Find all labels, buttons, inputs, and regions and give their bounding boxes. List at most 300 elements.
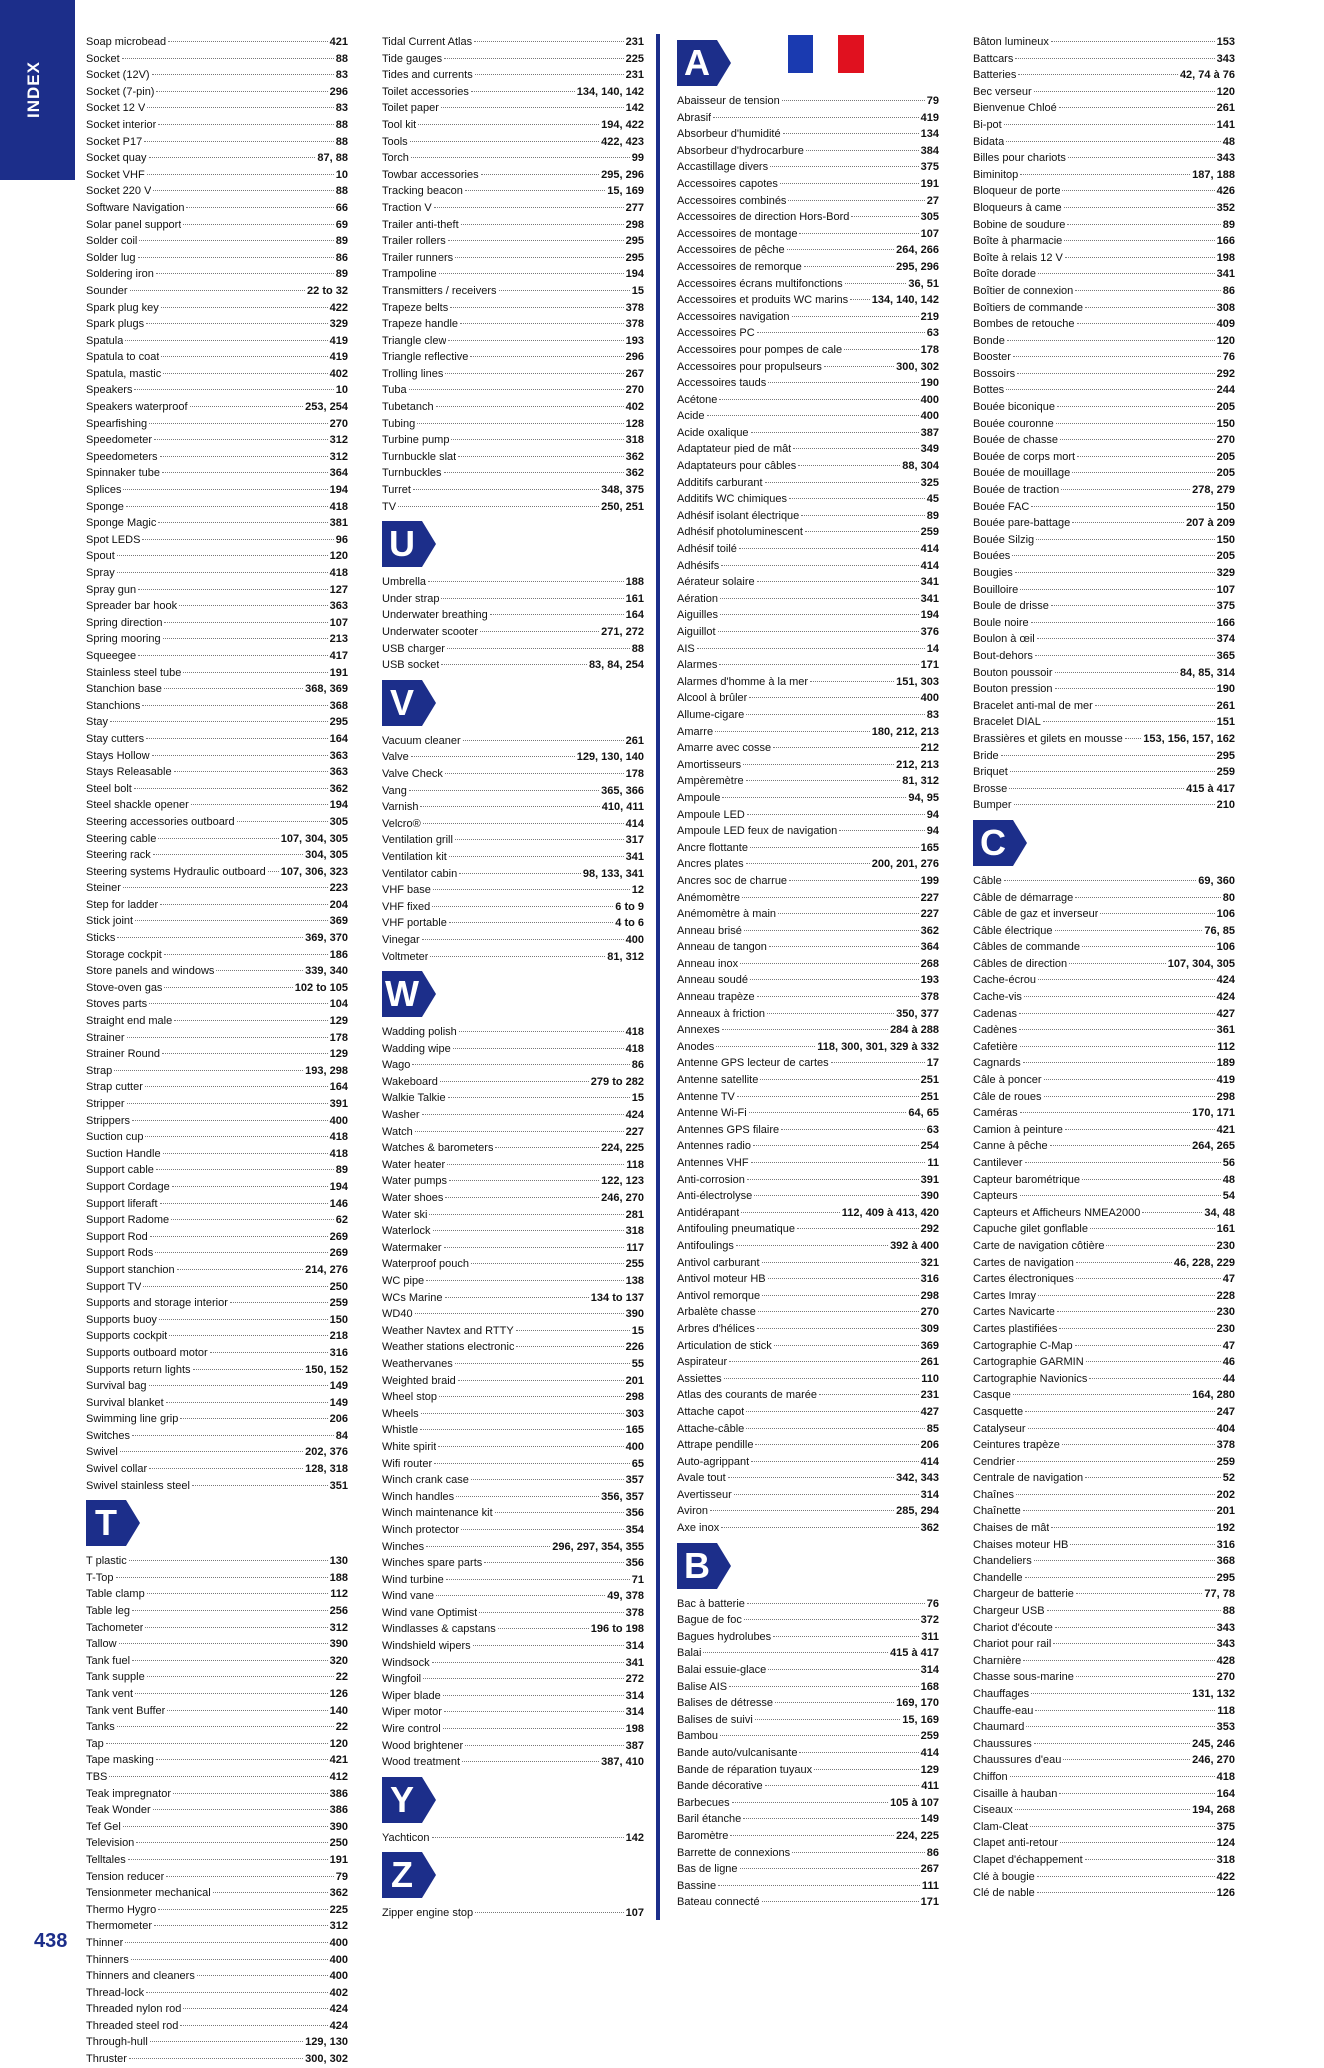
entry-pages: 312 — [329, 450, 348, 463]
entry-term: Swivel — [86, 1446, 118, 1459]
entry-term: Antidérapant — [677, 1206, 740, 1219]
entry-pages: 400 — [920, 393, 939, 406]
index-entry — [677, 956, 939, 973]
entry-pages: 106 — [1216, 908, 1235, 921]
entry-pages: 89 — [335, 1164, 348, 1177]
dot-leader — [474, 41, 624, 42]
entry-term: Through-hull — [86, 2036, 148, 2049]
entry-term: Thinners — [86, 1953, 129, 1966]
letter-badge-text: W — [385, 973, 419, 1015]
index-entry — [86, 399, 348, 416]
dot-leader — [455, 257, 624, 258]
dot-leader — [1007, 340, 1215, 341]
entry-pages: 264, 266 — [896, 244, 939, 257]
dot-leader — [1064, 240, 1214, 241]
entry-term: Cartes de navigation — [973, 1256, 1074, 1269]
entry-pages: 205 — [1216, 450, 1235, 463]
entry-pages: 107 — [920, 227, 939, 240]
entry-pages: 64, 65 — [908, 1107, 939, 1120]
entry-pages: 362 — [329, 1887, 348, 1900]
entry-pages: 295 — [1216, 749, 1235, 762]
entry-term: Steering rack — [86, 849, 151, 862]
dot-leader — [441, 107, 624, 108]
entry-term: Bouée Silzig — [973, 533, 1035, 546]
dot-leader — [444, 1247, 625, 1248]
entry-term: WD40 — [382, 1308, 413, 1321]
index-entry — [677, 1371, 939, 1388]
entry-pages: 128, 318 — [305, 1463, 348, 1476]
dot-leader — [757, 581, 919, 582]
entry-term: Supports outboard motor — [86, 1346, 208, 1359]
dot-leader — [429, 1214, 623, 1215]
index-entry — [677, 1487, 939, 1504]
index-entry — [973, 972, 1235, 989]
entry-term: Weather stations electronic — [382, 1341, 515, 1354]
dot-leader — [163, 638, 328, 639]
entry-pages: 129, 130, 140 — [576, 751, 644, 764]
entry-term: Bossoirs — [973, 367, 1016, 380]
dot-leader — [845, 283, 907, 284]
entry-term: Tank supple — [86, 1671, 145, 1684]
entry-pages: 214, 276 — [305, 1263, 348, 1276]
entry-pages: 356, 357 — [601, 1490, 644, 1503]
entry-term: Chaises de mât — [973, 1522, 1050, 1535]
dot-leader — [757, 1328, 919, 1329]
entry-pages: 268 — [920, 957, 939, 970]
entry-term: Chasse sous-marine — [973, 1671, 1074, 1684]
dot-leader — [798, 465, 900, 466]
index-column-2 — [382, 34, 644, 1922]
entry-pages: 194 — [625, 268, 644, 281]
dot-leader — [164, 954, 328, 955]
dot-leader — [1010, 1776, 1215, 1777]
index-entry — [86, 1461, 348, 1478]
index-entry — [973, 515, 1235, 532]
index-entry — [677, 624, 939, 641]
entry-term: Store panels and windows — [86, 965, 215, 978]
dot-leader — [149, 1003, 328, 1004]
entry-term: Supports cockpit — [86, 1330, 168, 1343]
entry-pages: 86 — [1222, 284, 1235, 297]
dot-leader — [149, 1385, 328, 1386]
dot-leader — [422, 939, 624, 940]
entry-term: Spray — [86, 567, 115, 579]
entry-pages: 305 — [920, 211, 939, 224]
entry-term: Windlasses & capstans — [382, 1623, 496, 1636]
entry-term: Accessoires pour propulseurs — [677, 360, 822, 373]
dot-leader — [762, 1901, 919, 1902]
dot-leader — [1044, 1079, 1215, 1080]
index-entry — [677, 558, 939, 575]
entry-term: WC pipe — [382, 1275, 425, 1287]
index-entry — [677, 1238, 939, 1255]
entry-pages: 320 — [329, 1654, 348, 1667]
entry-term: Canne à pêche — [973, 1140, 1048, 1153]
entry-pages: 341 — [920, 576, 939, 589]
entry-pages: 52 — [1222, 1472, 1235, 1485]
dot-leader — [120, 1451, 303, 1452]
index-entry — [86, 1636, 348, 1653]
entry-pages: 303 — [625, 1407, 644, 1420]
dot-leader — [183, 224, 333, 225]
entry-term: Winch crank case — [382, 1474, 469, 1487]
index-entry — [677, 1089, 939, 1106]
entry-pages: 314 — [920, 1488, 939, 1501]
dot-leader — [1020, 1195, 1221, 1196]
index-entry — [677, 1828, 939, 1845]
entry-term: Aspirateur — [677, 1356, 728, 1369]
index-entry — [382, 349, 644, 366]
entry-term: Antifouling pneumatique — [677, 1223, 796, 1236]
index-entry — [677, 1629, 939, 1646]
dot-leader — [417, 423, 623, 424]
index-entry — [677, 757, 939, 774]
entry-pages: 390 — [625, 1308, 644, 1321]
entry-pages: 392 à 400 — [890, 1239, 939, 1252]
entry-pages: 312 — [329, 434, 348, 447]
dot-leader — [1055, 930, 1203, 931]
entry-term: Bi-pot — [973, 118, 1002, 131]
entry-term: Supports buoy — [86, 1313, 157, 1326]
entry-pages: 206 — [920, 1439, 939, 1452]
index-entry — [677, 1421, 939, 1438]
index-entry — [973, 1338, 1235, 1355]
entry-pages: 201 — [1216, 1505, 1235, 1518]
index-entry — [86, 1262, 348, 1279]
entry-pages: 79 — [335, 1870, 348, 1883]
index-entry — [973, 1404, 1235, 1421]
entry-pages: 270 — [1216, 434, 1235, 447]
index-entry — [86, 2051, 348, 2068]
dot-leader — [146, 323, 328, 324]
index-entry — [677, 1662, 939, 1679]
entry-term: Bracelet anti-mal de mer — [973, 699, 1093, 712]
index-entry — [86, 1345, 348, 1362]
dot-leader — [1013, 1394, 1190, 1395]
index-entry — [677, 292, 939, 309]
index-entry — [86, 1918, 348, 1935]
index-entry — [677, 1138, 939, 1155]
dot-leader — [456, 1496, 599, 1497]
entry-pages: 298 — [625, 1391, 644, 1404]
entry-term: Wood brightener — [382, 1739, 464, 1752]
entry-term: Tank fuel — [86, 1654, 131, 1667]
entry-term: Tank vent — [86, 1688, 134, 1700]
index-entry — [677, 1205, 939, 1222]
entry-term: Support TV — [86, 1280, 142, 1293]
entry-term: Ampoule LED — [677, 808, 745, 821]
index-entry — [973, 1205, 1235, 1222]
entry-term: Solder coil — [86, 235, 138, 248]
entry-term: Windsock — [382, 1656, 430, 1669]
entry-pages: 130 — [329, 1555, 348, 1568]
index-entry — [86, 913, 348, 930]
index-entry — [86, 1129, 348, 1146]
index-entry — [86, 1212, 348, 1229]
entry-pages: 69 — [335, 218, 348, 231]
dot-leader — [1069, 963, 1166, 964]
entry-term: Valve Check — [382, 767, 443, 780]
dot-leader — [129, 2058, 303, 2059]
index-entry — [973, 1703, 1235, 1720]
index-entry — [973, 1852, 1235, 1869]
entry-pages: 14 — [926, 642, 939, 655]
entry-pages: 170, 171 — [1192, 1107, 1235, 1120]
index-entry — [973, 1155, 1235, 1172]
dot-leader — [721, 1527, 918, 1528]
index-entry — [86, 499, 348, 516]
dot-leader — [156, 1169, 334, 1170]
entry-term: Câble de gaz et inverseur — [973, 908, 1099, 921]
dot-leader — [230, 1302, 328, 1303]
dot-leader — [744, 930, 919, 931]
entry-term: Bande de réparation tuyaux — [677, 1763, 813, 1776]
entry-pages: 391 — [329, 1098, 348, 1110]
dot-leader — [149, 157, 316, 158]
entry-term: Bienvenue Chloé — [973, 102, 1057, 115]
dot-leader — [1085, 307, 1215, 308]
entry-pages: 129, 130 — [305, 2036, 348, 2049]
entry-pages: 118 — [1217, 1704, 1235, 1717]
entry-term: Walkie Talkie — [382, 1092, 446, 1105]
entry-pages: 363 — [329, 600, 348, 613]
dot-leader — [1070, 1544, 1214, 1545]
entry-pages: 112 — [330, 1588, 348, 1601]
dot-leader — [445, 1297, 589, 1298]
index-entry — [382, 1671, 644, 1688]
letter-badge-text: C — [980, 821, 1006, 863]
dot-leader — [824, 366, 894, 367]
index-entry — [973, 167, 1235, 184]
dot-leader — [1142, 1212, 1202, 1213]
entry-term: Attache-câble — [677, 1422, 745, 1435]
entry-term: Thread-lock — [86, 1986, 145, 1999]
index-entry — [677, 972, 939, 989]
entry-term: Tef Gel — [86, 1820, 121, 1833]
dot-leader — [730, 1835, 894, 1836]
entry-term: Adaptateurs pour câbles — [677, 460, 797, 473]
entry-pages: 88 — [335, 185, 348, 198]
entry-pages: 298 — [1216, 1090, 1235, 1103]
dot-leader — [156, 1759, 328, 1760]
dot-leader — [444, 472, 624, 473]
dot-leader — [1057, 406, 1215, 407]
entry-term: Aération — [677, 592, 718, 605]
index-entry — [382, 34, 644, 51]
dot-leader — [1025, 1411, 1214, 1412]
index-entry — [973, 1752, 1235, 1769]
entry-term: Socket (12V) — [86, 69, 150, 82]
entry-term: Baril étanche — [677, 1813, 742, 1826]
dot-leader — [126, 506, 328, 507]
entry-term: Bracelet DIAL — [973, 716, 1041, 729]
entry-pages: 150, 152 — [305, 1363, 348, 1376]
entry-pages: 194 — [329, 1180, 348, 1193]
entry-term: Bonde — [973, 334, 1005, 347]
index-entry — [382, 1621, 644, 1638]
entry-term: Bouilloire — [973, 583, 1019, 596]
entry-pages: 87, 88 — [317, 152, 348, 165]
dot-leader — [441, 598, 623, 599]
index-entry — [86, 880, 348, 897]
entry-term: Support stanchion — [86, 1263, 175, 1276]
entry-pages: 118 — [626, 1158, 644, 1171]
entry-term: Speedometers — [86, 450, 158, 463]
entry-pages: 230 — [1216, 1322, 1235, 1335]
dot-leader — [516, 1330, 630, 1331]
index-entry — [382, 1704, 644, 1721]
index-entry — [973, 1221, 1235, 1238]
dot-leader — [190, 406, 304, 407]
dot-leader — [746, 780, 901, 781]
entry-term: Cagnards — [973, 1057, 1021, 1070]
dot-leader — [106, 1743, 328, 1744]
dot-leader — [116, 1577, 328, 1578]
index-entry — [382, 1489, 644, 1506]
index-entry — [86, 382, 348, 399]
dot-leader — [131, 1959, 328, 1960]
index-entry — [973, 1736, 1235, 1753]
entry-pages: 76 — [926, 1597, 939, 1610]
entry-pages: 272 — [625, 1673, 644, 1686]
index-entry — [86, 2034, 348, 2051]
dot-leader — [444, 1711, 624, 1712]
index-entry — [677, 1155, 939, 1172]
entry-pages: 150 — [1216, 417, 1235, 430]
entry-pages: 261 — [920, 1356, 939, 1369]
dot-leader — [1076, 1262, 1172, 1263]
index-entry — [86, 84, 348, 101]
entry-pages: 343 — [1216, 1621, 1235, 1634]
dot-leader — [1059, 1328, 1214, 1329]
entry-term: Anneau trapèze — [677, 991, 755, 1004]
dot-leader — [441, 664, 586, 665]
entry-term: Trailer anti-theft — [382, 218, 459, 231]
entry-pages: 134 — [920, 128, 939, 141]
entry-term: Câble — [973, 874, 1002, 887]
dot-leader — [1035, 1710, 1215, 1711]
index-entry — [86, 515, 348, 532]
index-entry — [973, 648, 1235, 665]
index-entry — [973, 465, 1235, 482]
index-entry — [677, 1596, 939, 1613]
dot-leader — [413, 489, 599, 490]
dot-leader — [1085, 1859, 1215, 1860]
entry-term: Accessoires de remorque — [677, 260, 802, 273]
dot-leader — [153, 1809, 328, 1810]
entry-pages: 375 — [1216, 600, 1235, 613]
dot-leader — [768, 1669, 918, 1670]
dot-leader — [1009, 788, 1184, 789]
entry-pages: 83 — [926, 708, 939, 721]
index-entry — [677, 309, 939, 326]
dot-leader — [765, 1785, 920, 1786]
entry-term: Atlas des courants de marée — [677, 1389, 818, 1402]
entry-pages: 142 — [625, 102, 644, 115]
entry-pages: 129 — [329, 1048, 348, 1061]
dot-leader — [769, 946, 919, 947]
entry-term: Strainer — [86, 1031, 125, 1044]
index-entry — [973, 333, 1235, 350]
index-tab — [0, 0, 75, 180]
entry-pages: 226 — [625, 1341, 644, 1354]
entry-term: Articulation de stick — [677, 1339, 772, 1352]
entry-term: Antennes VHF — [677, 1157, 749, 1169]
entry-term: VHF fixed — [382, 900, 431, 913]
entry-term: Wiper motor — [382, 1706, 442, 1719]
entry-term: Chargeur de batterie — [973, 1588, 1074, 1601]
entry-term: Weathervanes — [382, 1357, 453, 1370]
entry-term: Under strap — [382, 592, 440, 605]
entry-pages: 104 — [329, 998, 348, 1011]
entry-pages: 15, 169 — [902, 1713, 939, 1726]
dot-leader — [751, 432, 919, 433]
entry-pages: 36, 51 — [908, 277, 939, 290]
index-entry — [382, 1090, 644, 1107]
dot-leader — [755, 1444, 918, 1445]
entry-term: Adaptateur pied de mât — [677, 443, 792, 456]
entry-pages: 321 — [920, 1256, 939, 1269]
dot-leader — [426, 1546, 550, 1547]
index-entry — [973, 1586, 1235, 1603]
index-entry — [677, 1188, 939, 1205]
entry-pages: 402 — [625, 401, 644, 414]
entry-term: Bloqueur de porte — [973, 185, 1061, 198]
index-entry — [973, 731, 1235, 748]
dot-leader — [1085, 1477, 1221, 1478]
entry-pages: 418 — [1216, 1770, 1235, 1783]
index-entry — [86, 665, 348, 682]
entry-pages: 404 — [1216, 1422, 1235, 1435]
dot-leader — [757, 332, 925, 333]
index-entry — [86, 1703, 348, 1720]
entry-pages: 348, 375 — [601, 484, 644, 497]
dot-leader — [453, 1048, 624, 1049]
index-entry — [382, 67, 644, 84]
index-entry — [86, 698, 348, 715]
entry-pages: 11 — [927, 1157, 939, 1169]
index-entry — [973, 1520, 1235, 1537]
index-entry — [86, 1586, 348, 1603]
dot-leader — [1037, 638, 1215, 639]
dot-leader — [134, 389, 333, 390]
index-entry — [677, 1122, 939, 1139]
entry-term: Bassine — [677, 1879, 717, 1892]
index-entry — [677, 1728, 939, 1745]
dot-leader — [1076, 1593, 1203, 1594]
dot-leader — [432, 1662, 624, 1663]
dot-leader — [415, 1313, 624, 1314]
index-entry — [677, 740, 939, 757]
dot-leader — [166, 1876, 333, 1877]
dot-leader — [123, 1826, 328, 1827]
index-entry — [382, 1389, 644, 1406]
entry-term: Solder lug — [86, 251, 136, 264]
entry-pages: 400 — [329, 1953, 348, 1966]
index-entry — [86, 283, 348, 300]
entry-pages: 54 — [1222, 1190, 1235, 1203]
entry-term: Toilet accessories — [382, 85, 469, 98]
entry-pages: 191 — [329, 666, 348, 679]
entry-term: Bouée de traction — [973, 484, 1060, 497]
dot-leader — [1072, 522, 1184, 523]
index-entry — [677, 1520, 939, 1537]
entry-pages: 246, 270 — [1192, 1754, 1235, 1767]
index-column-3 — [677, 34, 939, 1911]
dot-leader — [1062, 190, 1214, 191]
entry-pages: 279 to 282 — [590, 1075, 644, 1088]
entry-pages: 22 to 32 — [307, 284, 348, 297]
